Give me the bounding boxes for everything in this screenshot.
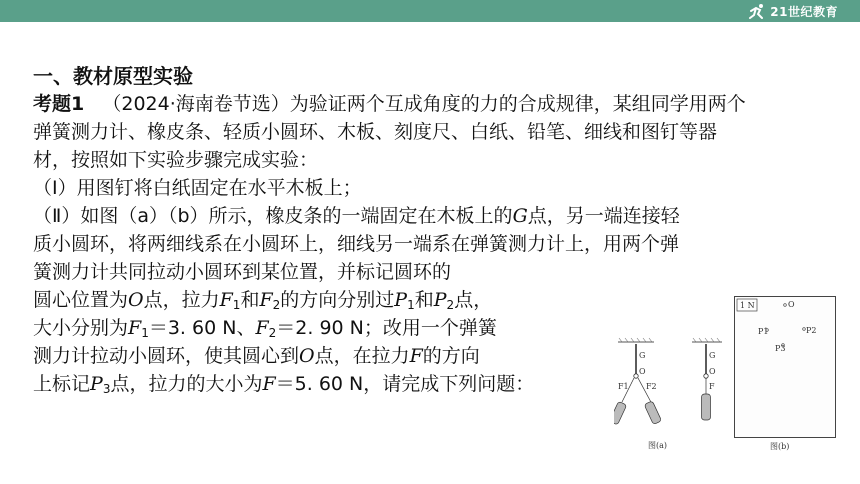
subscript: 1 — [407, 298, 415, 312]
text-fragment: ＝3. 60 N、 — [148, 317, 256, 339]
symbol-o: O — [299, 345, 315, 367]
caption-a: 图(a) — [648, 441, 668, 450]
symbol-f: F — [259, 289, 273, 311]
problem-line-3: 材，按照如下实验步骤完成实验： — [33, 149, 319, 171]
text-fragment: 的方向 — [422, 345, 480, 367]
brand-logo — [747, 2, 838, 20]
text-fragment: 点，拉力的大小为 — [110, 373, 263, 395]
label-o-2: O — [709, 367, 716, 376]
text-fragment: ＝5. 60 N，请完成下列问题： — [275, 373, 535, 395]
text-fragment: 测力计拉动小圆环，使其圆心到 — [33, 345, 300, 367]
figure-a — [614, 294, 734, 462]
logo-text: 21世纪教育 — [770, 4, 838, 19]
subscript: 3 — [102, 382, 111, 396]
header-bar — [0, 0, 860, 22]
subscript: 2 — [268, 326, 277, 340]
problem-line-2: 弹簧测力计、橡皮条、轻质小圆环、木板、刻度尺、白纸、铅笔、细线和图钉等器 — [33, 121, 718, 143]
step-1: （Ⅰ）用图钉将白纸固定在水平木板上； — [33, 177, 362, 199]
subscript: 1 — [141, 326, 149, 340]
symbol-p: P — [394, 289, 408, 311]
text-fragment: ＝2. 90 N；改用一个弹簧 — [276, 317, 497, 339]
label-g-2: G — [709, 351, 716, 360]
symbol-o: O — [128, 289, 144, 311]
text-fragment: 大小分别为 — [33, 317, 129, 339]
caption-b-wrap — [768, 438, 808, 457]
step-2-line-3: 簧测力计共同拉动小圆环到某位置，并标记圆环的 — [33, 261, 452, 283]
label-f: F — [709, 382, 715, 391]
step-2-text: （Ⅱ）如图（a）（b）所示，橡皮条的一端固定在木板上的 — [33, 205, 513, 227]
symbol-f: F — [128, 317, 142, 339]
label-o: O — [639, 367, 646, 376]
point-p2-label: P2 — [806, 326, 817, 335]
label-f1: F1 — [618, 382, 629, 391]
symbol-f: F — [219, 289, 233, 311]
symbol-p: P — [90, 373, 103, 395]
caption-b: 图(b) — [770, 442, 790, 451]
text-fragment: 的方向分别过 — [280, 289, 395, 311]
text-fragment: 点，拉力 — [143, 289, 220, 311]
label-f2: F2 — [646, 382, 657, 391]
problem-label: 考题1 — [33, 93, 85, 115]
step-2-line-6 — [33, 342, 480, 370]
point-p1-label: P1 — [758, 327, 769, 336]
step-2-text-b: 点，另一端连接轻 — [527, 205, 680, 227]
symbol-g: G — [512, 205, 528, 227]
text-fragment: 圆心位置为 — [33, 289, 129, 311]
text-fragment: 点， — [454, 289, 493, 311]
step-2-line-2: 质小圆环，将两细线系在小圆环上，细线另一端系在弹簧测力计上，用两个弹 — [33, 233, 680, 255]
symbol-f: F — [255, 317, 269, 339]
step-2-line-1 — [33, 202, 680, 230]
text-fragment: 和 — [414, 289, 434, 311]
figure-b-canvas — [735, 297, 835, 437]
label-g: G — [639, 351, 646, 360]
text-fragment: 点，在拉力 — [314, 345, 410, 367]
point-p3-label: P3 — [775, 344, 786, 353]
scale-label: 1 N — [740, 301, 755, 310]
caption-b-svg — [768, 439, 808, 453]
point-o-label: O — [788, 300, 795, 309]
text-fragment: 和 — [240, 289, 260, 311]
step-2-line-7 — [33, 370, 534, 403]
problem-line-1 — [33, 90, 746, 118]
section-title: 一、教材原型实验 — [33, 64, 193, 88]
subscript: 2 — [272, 298, 281, 312]
problem-text: 为验证两个互成角度的力的合成规律，某组同学用两个 — [289, 93, 746, 115]
symbol-p: P — [433, 289, 447, 311]
subscript: 1 — [232, 298, 241, 312]
text-fragment: 上标记 — [33, 373, 91, 395]
runner-icon — [747, 3, 767, 19]
subscript: 2 — [446, 298, 455, 312]
figure-b — [734, 296, 836, 438]
symbol-f: F — [409, 345, 423, 367]
symbol-f: F — [262, 373, 276, 395]
problem-source: （2024·海南卷节选） — [102, 93, 290, 115]
